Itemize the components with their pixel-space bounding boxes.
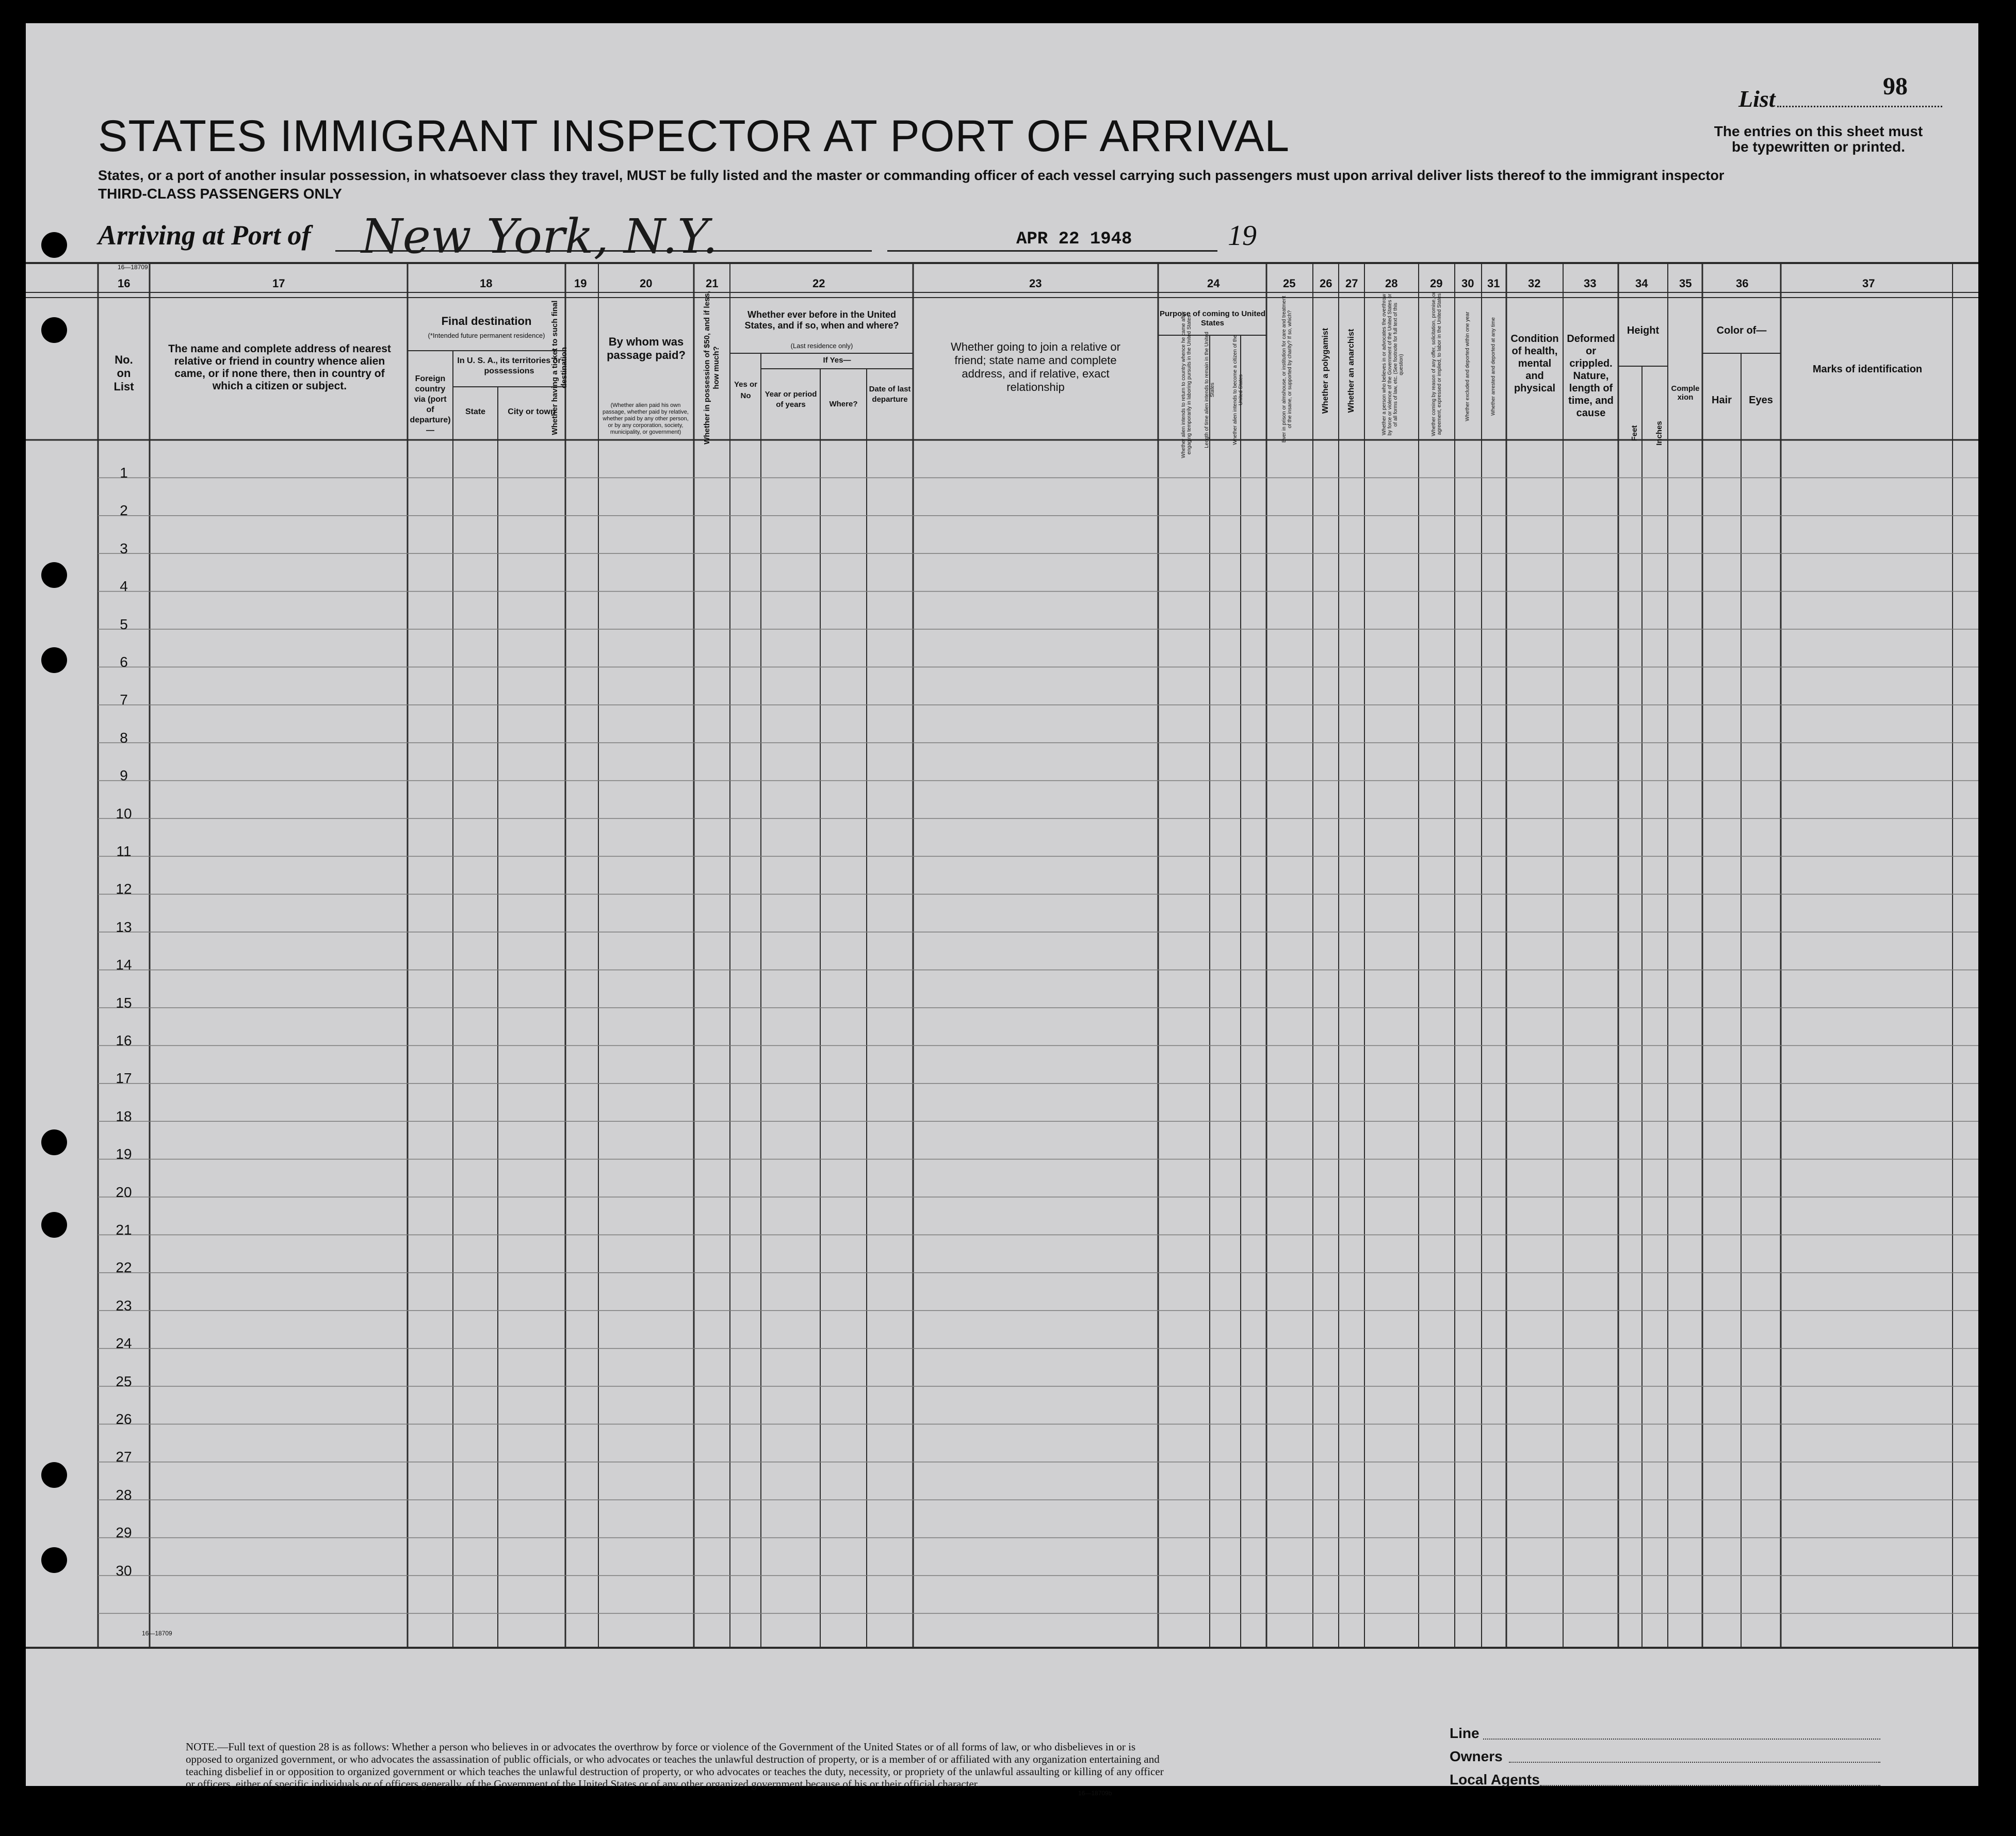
- footnote: NOTE.—Full text of question 28 is as follows: Whether a person who believes in or advocates the overthrow by force or violence of the Government of the United States or of all forms of law, or who disbelieves in or is opposed to organized government, or who advocates the assassination of public officials, or who advocates or teaches the unlawful destruction of property, or is a member of or affiliated with any organization entertaining and teaching disbelief in or opposition to organized government or which teaches the unlawful destruction of property, or who advocates or teaches the duty, necessity, or propriety of the unlawful assaulting or killing of any officer or officers, either of specific individuals or of officers generally, of the Government of the United States or of any other organized government because of his or their official character.: [186, 1741, 1164, 1790]
- col-num-37: 37: [1862, 277, 1875, 290]
- col-num-25: 25: [1283, 277, 1296, 290]
- passenger-class: THIRD-CLASS PASSENGERS ONLY: [98, 186, 342, 202]
- header-year-period: Year or period of years: [765, 390, 817, 409]
- year-prefix: 19: [1228, 220, 1257, 252]
- header-arrested-deported: Whether arrested and deported at any time: [1490, 317, 1497, 416]
- row-number: 23: [116, 1297, 132, 1314]
- row-number: 6: [120, 654, 128, 670]
- header-inches: Inches: [1655, 421, 1664, 446]
- line-field: [1483, 1739, 1880, 1740]
- row-number: 24: [116, 1335, 132, 1352]
- form-number-bottom: 16—18709: [142, 1630, 172, 1637]
- header-color-of: Color of—: [1716, 325, 1767, 336]
- row-number: 9: [120, 767, 128, 784]
- row-number: 4: [120, 578, 128, 595]
- sheet-note-line-1: The entries on this sheet must: [1714, 123, 1923, 139]
- col-num-32: 32: [1528, 277, 1541, 290]
- row-number: 20: [116, 1184, 132, 1200]
- row-number: 21: [116, 1222, 132, 1238]
- row-number: 15: [116, 994, 132, 1011]
- header-ticket: Whether having a ticket to such final destination: [550, 300, 568, 435]
- row-number: 28: [116, 1486, 132, 1503]
- row-number: 1: [120, 465, 128, 481]
- col-num-27: 27: [1345, 277, 1358, 290]
- header-purpose-c: Whether alien intends to become a citizen of the United States: [1232, 335, 1244, 445]
- header-by-whom: By whom was passage paid?: [607, 335, 686, 362]
- header-excluded-deported: Whether excluded and deported within one year: [1465, 312, 1471, 421]
- col-num-33: 33: [1584, 277, 1597, 290]
- col-num-28: 28: [1385, 277, 1398, 290]
- agents-field: [1540, 1785, 1880, 1786]
- header-offer-solicitation: Whether coming by reason of any offer, solicitation, promise, or agreement, expressed or implied, to labor in the United States: [1431, 292, 1442, 436]
- footer-form-code: 16—18709b: [1078, 1790, 1112, 1797]
- row-number: 19: [116, 1146, 132, 1162]
- header-if-yes: If Yes—: [823, 356, 851, 365]
- col-num-26: 26: [1320, 277, 1332, 290]
- owners-label: Owners: [1450, 1748, 1503, 1764]
- row-number: 2: [120, 502, 128, 519]
- header-in-usa: In U. S. A., its territories or possessions: [457, 356, 561, 375]
- header-deformed: Deformed or crippled. Nature, length of time, and cause: [1567, 333, 1615, 419]
- form-preamble: States, or a port of another insular possession, in whatsoever class they travel, MUST be fully listed and the master or commanding officer of each vessel carrying such passengers must upon arrival deliver lists thereof to the immigrant inspector: [98, 168, 1725, 183]
- col-num-23: 23: [1029, 277, 1042, 290]
- list-number: 98: [1883, 73, 1908, 100]
- row-number: 16: [116, 1032, 132, 1048]
- row-number: 25: [116, 1373, 132, 1389]
- col-num-17: 17: [272, 277, 285, 290]
- col-num-34: 34: [1635, 277, 1648, 290]
- col-num-16: 16: [118, 277, 131, 290]
- header-city-or-town: City or town: [508, 407, 556, 416]
- col-num-19: 19: [574, 277, 587, 290]
- agents-label: Local Agents: [1450, 1772, 1540, 1788]
- form-title: STATES IMMIGRANT INSPECTOR AT PORT OF ARRIVAL: [98, 111, 1290, 161]
- col-num-29: 29: [1430, 277, 1443, 290]
- col-num-30: 30: [1461, 277, 1474, 290]
- row-number: 18: [116, 1108, 132, 1124]
- header-purpose: Purpose of coming to United States: [1160, 309, 1265, 327]
- date-stamp: APR 22 1948: [1016, 230, 1132, 249]
- header-relative-address: The name and complete address of nearest relative or friend in country whence alien came, or if none there, then in country of which a citizen or subject.: [168, 343, 391, 392]
- row-number: 27: [116, 1449, 132, 1465]
- header-going-to-join: Whether going to join a relative or friend; state name and complete address, and if relative, exact relationship: [951, 340, 1120, 394]
- header-polygamist: Whether a polygamist: [1321, 327, 1330, 414]
- sheet-note-line-2: be typewritten or printed.: [1731, 139, 1906, 155]
- row-number: 8: [120, 729, 128, 746]
- header-final-destination: Final destination: [441, 315, 532, 327]
- header-final-destination-sub: (*Intended future permanent residence): [428, 332, 545, 339]
- header-feet: Feet: [1630, 425, 1639, 441]
- header-hair: Hair: [1712, 395, 1732, 406]
- header-foreign-country: Foreign country via (port of departure)—: [410, 374, 451, 435]
- row-number: 12: [116, 881, 132, 897]
- header-date-last-departure: Date of last departure: [869, 385, 911, 404]
- owners-field: [1509, 1762, 1880, 1763]
- header-no-on-list: No. on List: [113, 353, 134, 393]
- col-num-18: 18: [480, 277, 493, 290]
- row-number: 22: [116, 1259, 132, 1276]
- list-label: List: [1738, 86, 1776, 112]
- header-complexion: Complexion: [1671, 384, 1700, 402]
- col-num-22: 22: [812, 277, 825, 290]
- col-num-36: 36: [1736, 277, 1749, 290]
- header-anarchist: Whether an anarchist: [1347, 329, 1356, 413]
- line-label: Line: [1450, 1725, 1480, 1741]
- header-by-whom-sub: (Whether alien paid his own passage, whether paid by relative, whether paid by any other person, or by any corporation, society, municipality, or government): [603, 402, 689, 435]
- header-height: Height: [1627, 325, 1660, 336]
- row-number: 3: [120, 540, 128, 556]
- col-num-24: 24: [1207, 277, 1220, 290]
- header-marks: Marks of identification: [1812, 364, 1923, 375]
- row-number: 26: [116, 1411, 132, 1427]
- header-state: State: [465, 407, 486, 416]
- col-num-31: 31: [1487, 277, 1500, 290]
- header-prison: Ever in prison or almshouse, or institution for care and treatment of the insane, or supported by charity? If so, which?: [1281, 296, 1293, 443]
- header-purpose-b: Length of time alien intends to remain in the United States: [1204, 332, 1215, 448]
- manifest-page: [26, 23, 1978, 1797]
- row-number: 11: [116, 843, 132, 859]
- col-num-35: 35: [1679, 277, 1692, 290]
- row-number: 29: [116, 1524, 132, 1541]
- header-possession-50: Whether in possession of $50, and if less, how much?: [703, 291, 721, 445]
- row-number: 17: [116, 1070, 132, 1087]
- row-number: 30: [116, 1562, 132, 1579]
- header-purpose-a: Whether alien intends to return to country whence he came after engaging temporarily in laboring pursuits in the United States: [1181, 311, 1192, 458]
- header-eyes: Eyes: [1749, 395, 1773, 406]
- row-number: 14: [116, 957, 132, 973]
- arriving-label: Arriving at Port of: [98, 220, 311, 251]
- header-overthrow: Whether a person who believes in or advocates the overthrow by force or violence of the Government of the United States or of all forms of law, etc. (See footnote for full text of this question): [1381, 293, 1404, 436]
- row-number: 5: [120, 616, 128, 632]
- form-number-top: 16—18709: [118, 264, 148, 271]
- col-num-20: 20: [640, 277, 653, 290]
- row-number: 7: [120, 692, 128, 708]
- header-last-residence: (Last residence only): [790, 342, 853, 350]
- col-num-21: 21: [706, 277, 719, 290]
- header-ever-before: Whether ever before in the United States, and if so, when and where?: [744, 309, 899, 331]
- row-number: 10: [116, 805, 132, 822]
- header-condition-health: Condition of health, mental and physical: [1510, 333, 1559, 394]
- header-yes-or-no: Yes or No: [734, 380, 758, 400]
- header-where: Where?: [829, 400, 858, 408]
- row-number: 13: [116, 919, 132, 935]
- port-handwritten-value: New York, N.Y.: [361, 209, 718, 264]
